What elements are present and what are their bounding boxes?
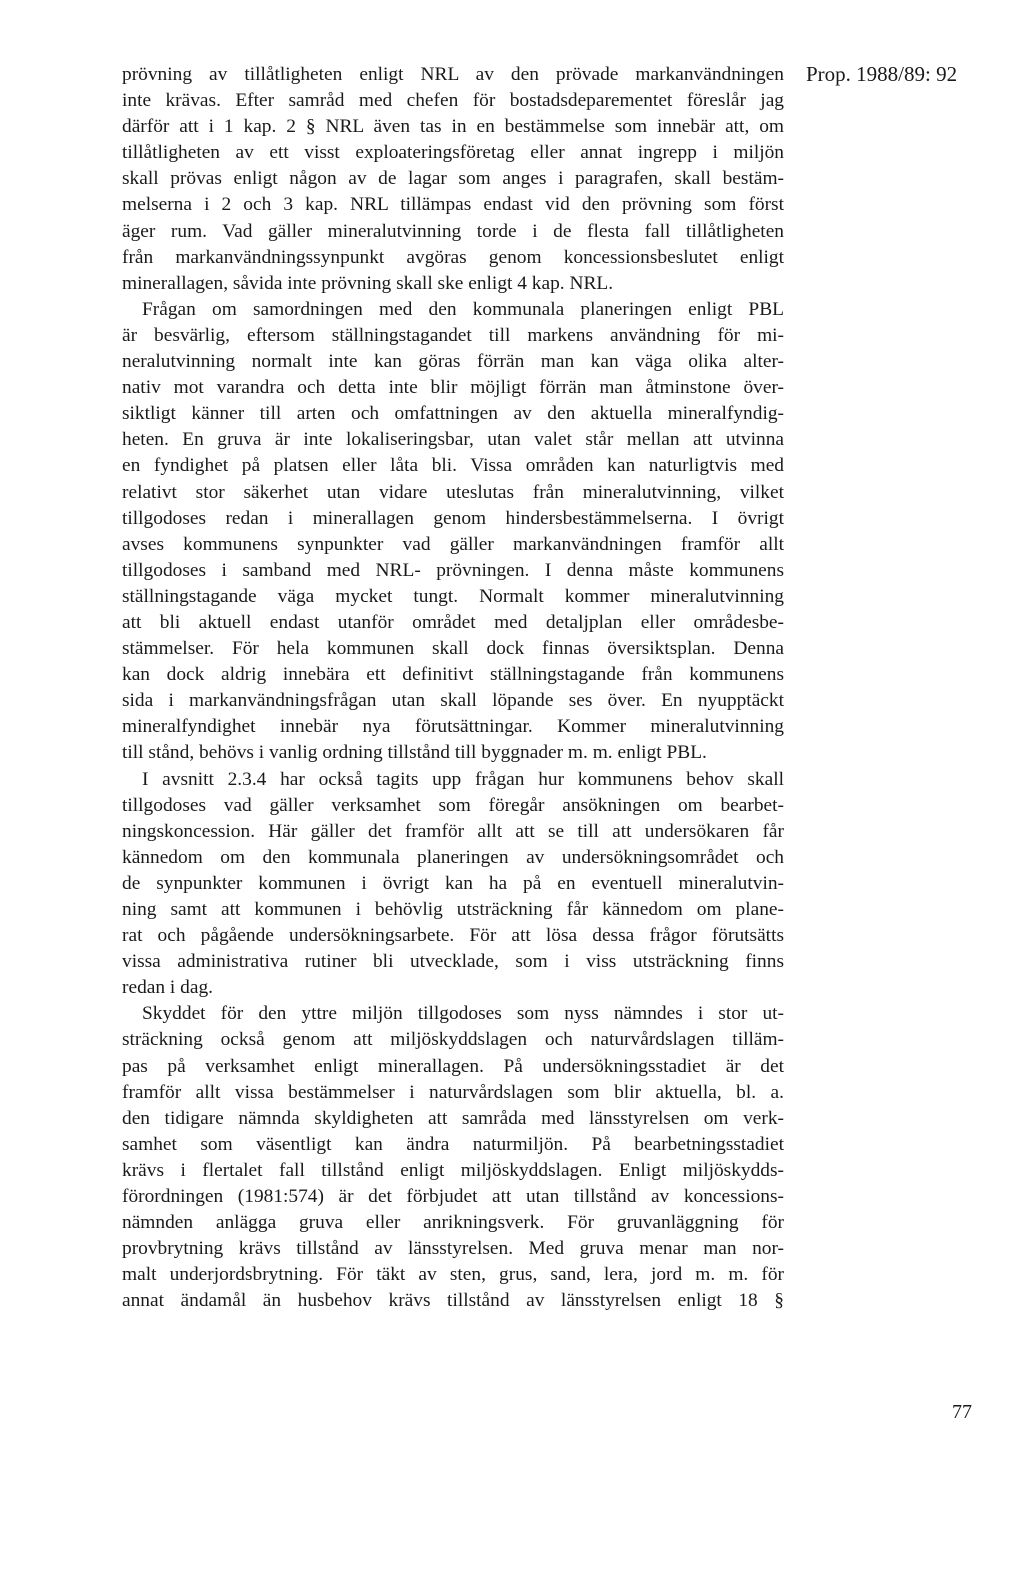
text-line: kännedom om den kommunala planeringen av undersökningsområdet och — [122, 846, 784, 868]
text-line: därför att i 1 kap. 2 § NRL även tas in en bestämmelse som innebär att, om — [122, 116, 784, 138]
text-line: Skyddet för den yttre miljön tillgodoses som nyss nämndes i stor ut- — [142, 1003, 784, 1025]
text-line: rat och pågående undersökningsarbete. För att lösa dessa frågor förutsätts — [122, 925, 784, 947]
text-line: framför allt vissa bestämmelser i naturvårdslagen som blir aktuella, bl. a. — [122, 1081, 784, 1103]
text-line: stämmelser. För hela kommunen skall dock finnas översiktsplan. Denna — [122, 638, 784, 660]
text-line: nämnden anlägga gruva eller anrikningsverk. För gruvanläggning för — [122, 1212, 784, 1234]
text-line: den tidigare nämnda skyldigheten att samråda med länsstyrelsen om verk- — [122, 1107, 784, 1129]
text-line: är besvärlig, eftersom ställningstagandet till markens användning för mi- — [122, 324, 784, 346]
text-line: provbrytning krävs tillstånd av länsstyrelsen. Med gruva menar man nor- — [122, 1238, 784, 1260]
text-line: en fyndighet på platsen eller låta bli. Vissa områden kan naturligtvis med — [122, 455, 784, 477]
text-line: melserna i 2 och 3 kap. NRL tillämpas endast vid den prövning som först — [122, 194, 784, 216]
text-line: skall prövas enligt någon av de lagar som anges i paragrafen, skall bestäm- — [122, 168, 784, 190]
text-line: samhet som väsentligt kan ändra naturmiljön. På bearbetningsstadiet — [122, 1133, 784, 1155]
text-line: till stånd, behövs i vanlig ordning tillstånd till byggnader m. m. enligt PBL. — [122, 742, 707, 764]
text-line: sträckning också genom att miljöskyddslagen och naturvårdslagen tilläm- — [122, 1029, 784, 1051]
text-line: heten. En gruva är inte lokaliseringsbar, utan valet står mellan att utvinna — [122, 429, 784, 451]
text-line: relativt stor säkerhet utan vidare uteslutas från mineralutvinning, vilket — [122, 481, 784, 503]
text-line: annat ändamål än husbehov krävs tillstånd av länsstyrelsen enligt 18 § — [122, 1290, 784, 1312]
text-line: krävs i flertalet fall tillstånd enligt miljöskyddslagen. Enligt miljöskydds- — [122, 1159, 784, 1181]
text-line: siktligt känner till arten och omfattningen av den aktuella mineralfyndig- — [122, 403, 784, 425]
paragraph-3 — [122, 767, 784, 1002]
text-line: sida i markanvändningsfrågan utan skall löpande ses över. En nyupptäckt — [122, 690, 784, 712]
text-line: tillgodoses redan i minerallagen genom hindersbestämmelserna. I övrigt — [122, 507, 784, 529]
text-line: ning samt att kommunen i behövlig utsträckning får kännedom om plane- — [122, 899, 784, 920]
text-line: prövning av tillåtligheten enligt NRL av den prövade markanvändningen — [122, 64, 784, 85]
paragraph-4 — [122, 1001, 784, 1314]
text-line: de synpunkter kommunen i övrigt kan ha på en eventuell mineralutvin- — [122, 872, 784, 894]
text-line: Frågan om samordningen med den kommunala planeringen enligt PBL — [142, 298, 784, 320]
text-line: äger rum. Vad gäller mineralutvinning torde i de flesta fall tillåtligheten — [122, 220, 784, 242]
text-line: tillgodoses vad gäller verksamhet som föregår ansökningen om bearbet- — [122, 794, 784, 816]
paragraph-1 — [122, 62, 784, 297]
body-text — [122, 62, 784, 1315]
text-line: från markanvändningssynpunkt avgöras genom koncessionsbeslutet enligt — [122, 246, 784, 268]
text-line: pas på verksamhet enligt minerallagen. På undersökningsstadiet är det — [122, 1055, 784, 1077]
text-line: mineralfyndighet innebär nya förutsättningar. Kommer mineralutvinning — [122, 716, 784, 738]
text-line: ställningstagande väga mycket tungt. Normalt kommer mineralutvinning — [122, 585, 784, 607]
text-line: tillgodoses i samband med NRL- prövningen. I denna måste kommunens — [122, 559, 784, 581]
text-line: tillåtligheten av ett visst exploateringsföretag eller annat ingrepp i miljön — [122, 142, 784, 164]
paragraph-2 — [122, 297, 784, 767]
text-line: minerallagen, såvida inte prövning skall ske enligt 4 kap. NRL. — [122, 272, 614, 294]
text-line: redan i dag. — [122, 977, 213, 999]
text-line: förordningen (1981:574) är det förbjudet att utan tillstånd av koncessions- — [122, 1186, 784, 1208]
text-line: malt underjordsbrytning. För täkt av sten, grus, sand, lera, jord m. m. för — [122, 1264, 784, 1286]
text-line: neralutvinning normalt inte kan göras förrän man kan väga olika alter- — [122, 351, 784, 373]
text-line: avses kommunens synpunkter vad gäller markanvändningen framför allt — [122, 533, 784, 555]
text-line: ningskoncession. Här gäller det framför allt att se till att undersökaren får — [122, 820, 784, 842]
text-line: att bli aktuell endast utanför området med detaljplan eller områdesbe- — [122, 611, 784, 633]
text-line: nativ mot varandra och detta inte blir möjligt förrän man åtminstone över- — [122, 377, 784, 399]
text-line: inte krävas. Efter samråd med chefen för bostadsdeparementet föreslår jag — [122, 90, 784, 112]
text-line: vissa administrativa rutiner bli utvecklade, som i viss utsträckning finns — [122, 951, 784, 973]
text-line: I avsnitt 2.3.4 har också tagits upp frågan hur kommunens behov skall — [142, 768, 784, 790]
page-number: 77 — [952, 1401, 972, 1423]
proposition-reference: Prop. 1988/89: 92 — [806, 62, 958, 86]
text-line: kan dock aldrig innebära ett definitivt ställningstagande från kommunens — [122, 664, 784, 686]
